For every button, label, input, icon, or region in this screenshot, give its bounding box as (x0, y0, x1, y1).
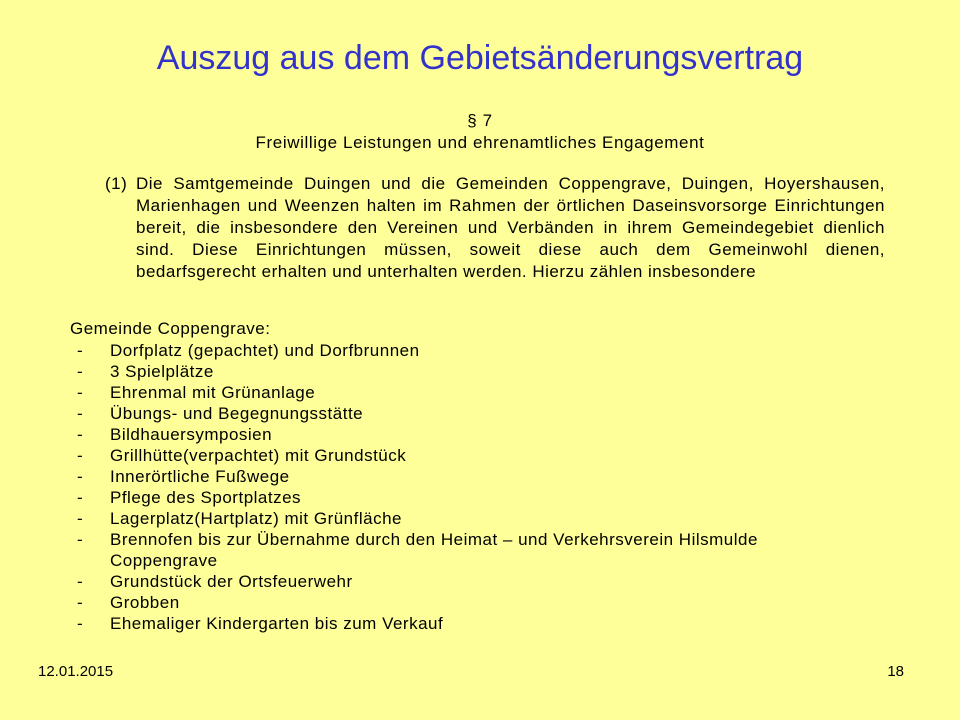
clause-number: (1) (105, 174, 128, 193)
list-item-text: Ehrenmal mit Grünanlage (110, 383, 316, 402)
list-item (70, 403, 870, 424)
list-dash: - (77, 572, 84, 591)
list-dash: - (77, 488, 84, 507)
list-item-text: Übungs- und Begegnungsstätte (110, 404, 364, 423)
list-dash: - (77, 383, 84, 402)
section-title: Freiwillige Leistungen und ehrenamtliches Engagement (255, 133, 705, 152)
list-item-text: Pflege des Sportplatzes (110, 488, 302, 507)
facility-list-block (70, 318, 870, 634)
list-item-text: Bildhauersymposien (110, 425, 273, 444)
slide-title: Auszug aus dem Gebietsänderungsvertrag (156, 39, 804, 77)
list-dash: - (77, 467, 84, 486)
list-item (70, 466, 870, 487)
list-item (70, 424, 870, 445)
list-dash: - (77, 404, 84, 423)
facility-list (70, 340, 870, 634)
list-item-text: Ehemaliger Kindergarten bis zum Verkauf (110, 614, 444, 633)
list-item-text: Grillhütte(verpachtet) mit Grundstück (110, 446, 407, 465)
list-dash: - (77, 593, 84, 612)
clause-paragraph (105, 173, 885, 283)
list-item (70, 487, 870, 508)
list-item (70, 529, 870, 571)
list-item-text: Innerörtliche Fußwege (110, 467, 290, 486)
list-item (70, 361, 870, 382)
list-dash: - (77, 509, 84, 528)
section-number: § 7 (467, 111, 493, 130)
list-item-text: 3 Spielplätze (110, 362, 214, 381)
list-item-text: Grundstück der Ortsfeuerwehr (110, 572, 353, 591)
list-item-text: Brennofen bis zur Übernahme durch den Heimat – und Verkehrsverein Hilsmulde Coppengrave (110, 530, 758, 570)
list-dash: - (77, 341, 84, 360)
list-item (70, 340, 870, 361)
list-heading: Gemeinde Coppengrave: (70, 319, 271, 338)
list-item (70, 571, 870, 592)
list-dash: - (77, 362, 84, 381)
list-item (70, 445, 870, 466)
list-item-text: Lagerplatz(Hartplatz) mit Grünfläche (110, 509, 403, 528)
list-dash: - (77, 425, 84, 444)
list-item (70, 613, 870, 634)
list-dash: - (77, 446, 84, 465)
clause-text: Die Samtgemeinde Duingen und die Gemeinden Coppengrave, Duingen, Hoyershausen, Marienhagen und Weenzen halten im Rahmen der örtlichen Daseinsvorsorge Einrichtungen bereit, die insbesondere den Vereinen und Verbänden in ihrem Gemeindegebiet dienlich sind. Diese Einrichtungen müssen, soweit diese auch dem Gemeinwohl dienen, bedarfsgerecht erhalten und unterhalten werden. Hierzu zählen insbesondere (136, 174, 885, 281)
section-heading (0, 110, 960, 154)
list-item (70, 592, 870, 613)
list-dash: - (77, 530, 84, 549)
list-item (70, 382, 870, 403)
list-item (70, 508, 870, 529)
list-item-text: Dorfplatz (gepachtet) und Dorfbrunnen (110, 341, 420, 360)
page-number: 18 (887, 663, 904, 680)
footer-date: 12.01.2015 (38, 663, 114, 680)
list-dash: - (77, 614, 84, 633)
list-item-text: Grobben (110, 593, 180, 612)
